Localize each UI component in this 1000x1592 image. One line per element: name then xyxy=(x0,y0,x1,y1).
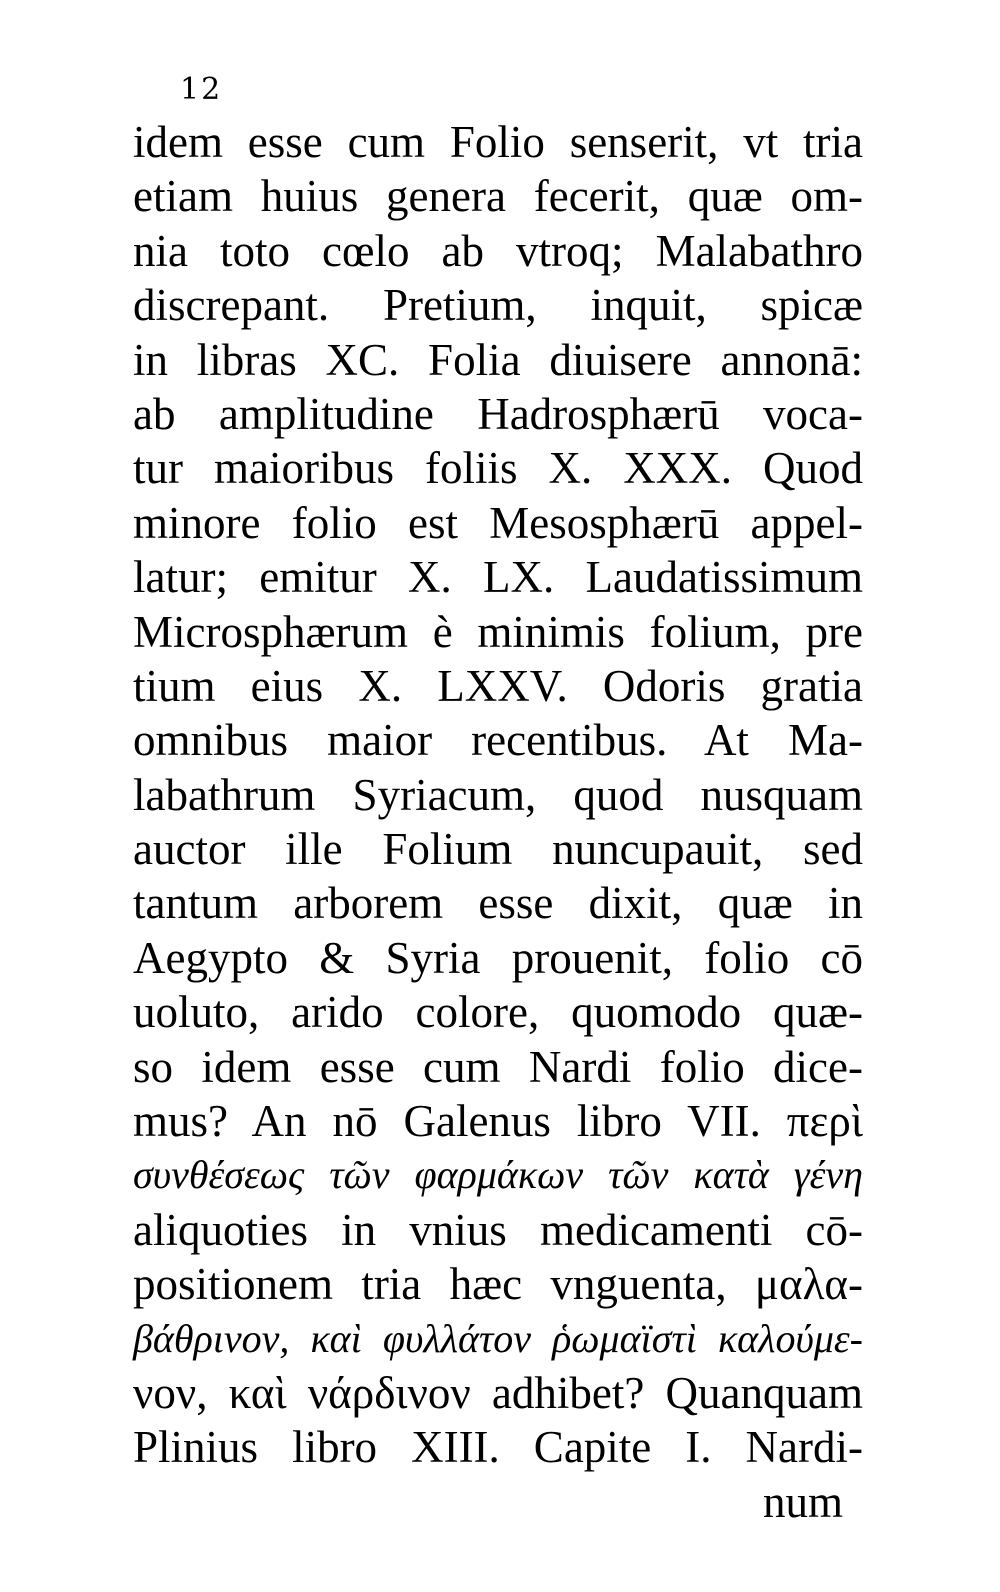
text-line: labathrum Syriacum, quod nusquam xyxy=(133,769,863,820)
text-line: latur; emitur X. LX. Laudatissimum xyxy=(133,552,863,603)
text-line: idem esse cum Folio senserit, vt tria xyxy=(133,117,863,167)
text-line: νον, καὶ νάρδινον adhibet? Quanquam xyxy=(133,1367,863,1418)
catchword: num xyxy=(762,1476,843,1527)
text-line: ab amplitudine Hadrosphærū voca- xyxy=(133,388,863,439)
text-line: in libras XC. Folia diuisere annonā: xyxy=(133,334,863,385)
text-line: Plinius libro XIII. Capite I. Nardi- xyxy=(133,1422,863,1473)
text-line: nia toto cœlo ab vtroq; Malabathro xyxy=(133,225,863,276)
greek-text-line: συνθέσεως τῶν φαρμάκων τῶν κατὰ γένη xyxy=(133,1152,863,1198)
text-line: positionem tria hæc vnguenta, μαλα- xyxy=(133,1259,863,1310)
text-line: omnibus maior recentibus. At Ma- xyxy=(133,715,863,766)
text-line: aliquoties in vnius medicamenti cō- xyxy=(133,1204,863,1255)
page-number: 12 xyxy=(180,72,223,107)
text-line: discrepant. Pretium, inquit, spicæ xyxy=(133,280,863,331)
text-line: Microsphærum è minimis folium, pre xyxy=(133,606,863,657)
body-text xyxy=(133,115,863,1529)
text-line: tium eius X. LXXV. Odoris gratia xyxy=(133,660,863,711)
text-line: so idem esse cum Nardi folio dice- xyxy=(133,1041,863,1092)
text-line: mus? An nō Galenus libro VII. περὶ xyxy=(133,1096,863,1147)
greek-text-line: βάθρινον, καὶ φυλλάτον ῥωμαϊστὶ καλούμε- xyxy=(133,1315,863,1361)
text-line: auctor ille Folium nuncupauit, sed xyxy=(133,824,863,875)
text-line: minore folio est Mesosphærū appel- xyxy=(133,497,863,548)
text-line: tantum arborem esse dixit, quæ in xyxy=(133,878,863,929)
text-line: etiam huius genera fecerit, quæ om- xyxy=(133,171,863,222)
text-line: tur maioribus foliis X. XXX. Quod xyxy=(133,443,863,494)
text-line: uoluto, arido colore, quomodo quæ- xyxy=(133,987,863,1038)
text-line: Aegypto & Syria prouenit, folio cō xyxy=(133,932,863,983)
